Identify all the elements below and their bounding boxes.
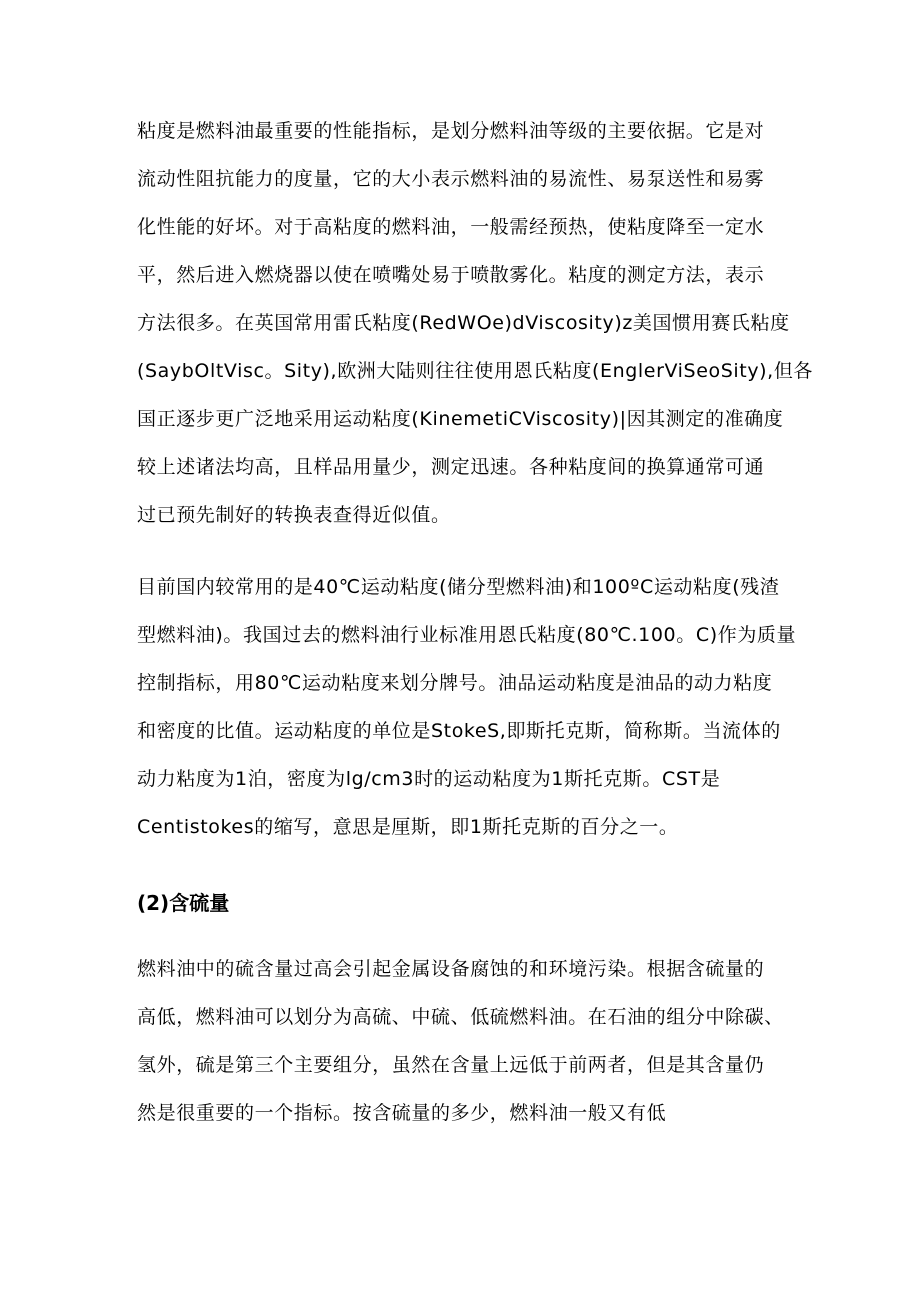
text-line: 粘度是燃料油最重要的性能指标，是划分燃料油等级的主要依据。它是对 (137, 120, 765, 142)
text-line: 流动性阻抗能力的度量，它的大小表示燃料油的易流性、易泵送性和易雾 (137, 168, 765, 190)
text-line: Centistokes的缩写，意思是厘斯，即1斯托克斯的百分之一。 (137, 816, 679, 838)
text-line: 过已预先制好的转换表查得近似值。 (137, 504, 451, 526)
text-line: 国正逐步更广泛地采用运动粘度(KinemetiCViscosity)|因其测定的准确度 (137, 408, 784, 430)
text-line: 控制指标，用80℃运动粘度来划分牌号。油品运动粘度是油品的动力粘度 (137, 672, 773, 694)
text-line: 型燃料油)。我国过去的燃料油行业标准用恩氏粘度(80℃.100。C)作为质量 (137, 624, 797, 646)
text-line: 动力粘度为1泊，密度为lg/cm3时的运动粘度为1斯托克斯。CST是 (137, 768, 721, 790)
text-line: 然是很重要的一个指标。按含硫量的多少，燃料油一般又有低 (137, 1102, 667, 1124)
text-line: 目前国内较常用的是40℃运动粘度(储分型燃料油)和100ºC运动粘度(残渣 (137, 576, 780, 598)
text-line: 氢外，硫是第三个主要组分，虽然在含量上远低于前两者，但是其含量仍 (137, 1054, 765, 1076)
text-line: 燃料油中的硫含量过高会引起金属设备腐蚀的和环境污染。根据含硫量的 (137, 958, 765, 980)
text-line: (SaybOltVisc。Sity),欧洲大陆则往往使用恩氏粘度(EnglerViSeoSity),但各 (137, 360, 814, 382)
text-line: 较上述诸法均高，且样品用量少，测定迅速。各种粘度间的换算通常可通 (137, 456, 765, 478)
text-line: 方法很多。在英国常用雷氏粘度(RedWOe)dViscosity)z美国惯用赛氏粘度 (137, 312, 790, 334)
text-line: 化性能的好坏。对于高粘度的燃料油，一般需经预热，使粘度降至一定水 (137, 216, 765, 238)
section-heading: (2)含硫量 (137, 891, 230, 915)
text-line: 和密度的比值。运动粘度的单位是StokeS,即斯托克斯，简称斯。当流体的 (137, 720, 781, 742)
text-line: 平，然后进入燃烧器以使在喷嘴处易于喷散雾化。粘度的测定方法，表示 (137, 264, 765, 286)
text-line: 高低，燃料油可以划分为高硫、中硫、低硫燃料油。在石油的组分中除碳、 (137, 1006, 784, 1028)
